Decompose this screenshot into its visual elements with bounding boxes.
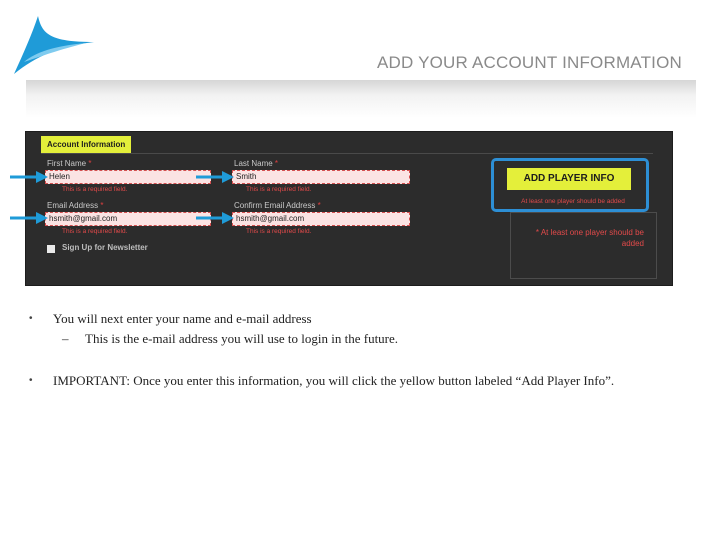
email-error: This is a required field.: [62, 228, 128, 235]
first-name-label: First Name *: [47, 159, 92, 168]
bullet-text: You will next enter your name and e-mail address: [53, 311, 312, 326]
player-list-box: [510, 212, 657, 279]
sub-bullet-marker: –: [62, 331, 69, 346]
arrow-right-icon: [196, 170, 234, 184]
arrow-right-icon: [196, 211, 234, 225]
bullet-marker: •: [29, 313, 33, 324]
swoosh-logo-icon: [6, 12, 96, 82]
divider: [41, 153, 653, 154]
bullet-text: IMPORTANT: Once you enter this information, you will click the yellow button labeled “Add Player Info”.: [53, 373, 615, 388]
email-label: Email Address *: [47, 201, 104, 210]
section-title: Account Information: [41, 136, 131, 153]
confirm-email-label: Confirm Email Address *: [234, 201, 321, 210]
newsletter-label: Sign Up for Newsletter: [62, 243, 148, 252]
last-name-input[interactable]: Smith: [232, 170, 410, 184]
player-list-message: * At least one player should be added: [535, 228, 644, 248]
title-underline: [26, 80, 696, 118]
confirm-email-input[interactable]: hsmith@gmail.com: [232, 212, 410, 226]
email-input[interactable]: hsmith@gmail.com: [45, 212, 211, 226]
last-name-label: Last Name *: [234, 159, 279, 168]
account-form-screenshot: [25, 131, 673, 286]
sub-bullet-text: This is the e-mail address you will use to login in the future.: [85, 331, 399, 346]
add-player-info-button[interactable]: ADD PLAYER INFO: [507, 168, 631, 190]
slide-title: ADD YOUR ACCOUNT INFORMATION: [376, 53, 682, 72]
newsletter-checkbox[interactable]: [47, 245, 55, 253]
arrow-right-icon: [10, 211, 48, 225]
bullet-marker: •: [29, 375, 33, 386]
player-warning: At least one player should be added: [521, 198, 625, 205]
arrow-right-icon: [10, 170, 48, 184]
first-name-input[interactable]: Helen: [45, 170, 211, 184]
confirm-email-error: This is a required field.: [246, 228, 312, 235]
last-name-error: This is a required field.: [246, 186, 312, 193]
first-name-error: This is a required field.: [62, 186, 128, 193]
